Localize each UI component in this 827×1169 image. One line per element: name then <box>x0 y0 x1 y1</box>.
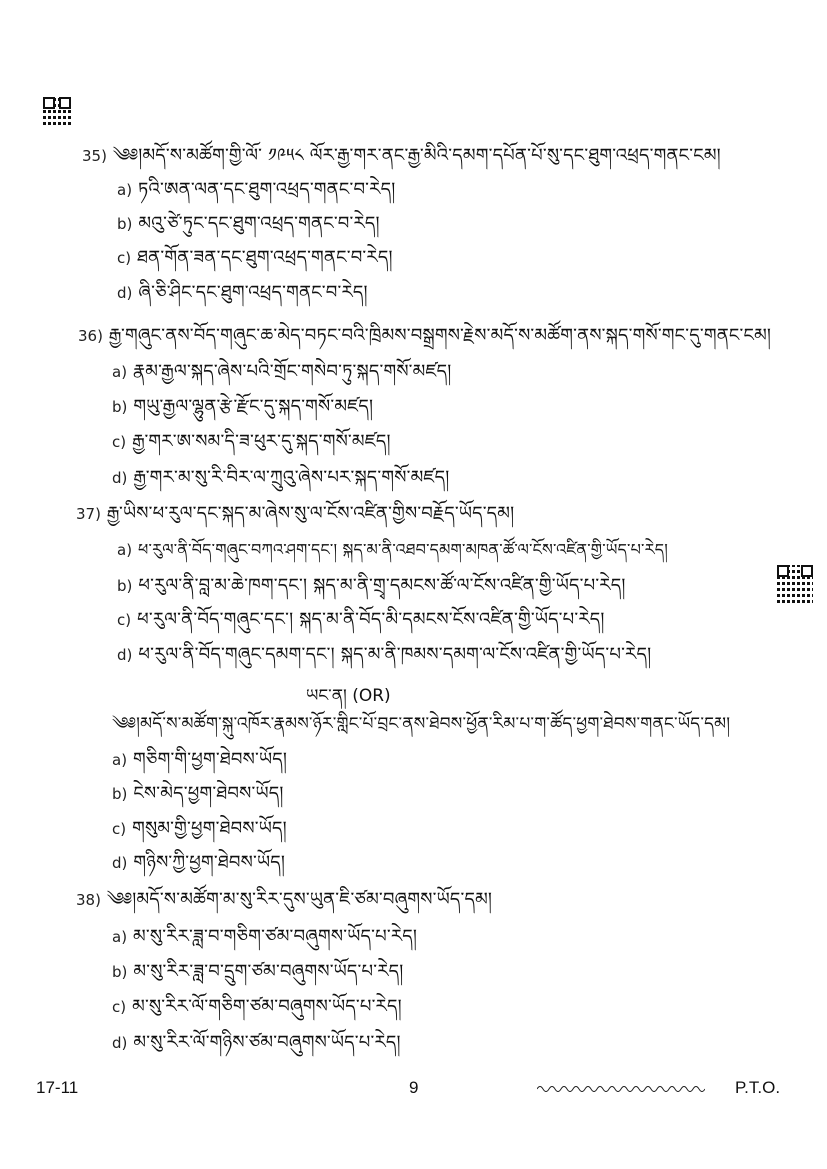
option-text: ཞི་ཅི་ཤིང་དང་ཐུག་འཕྲད་གནང་བ་རེད། <box>138 282 368 303</box>
option-label: b) <box>112 785 128 803</box>
option-b <box>112 395 373 419</box>
question-number: 36) <box>78 327 103 345</box>
question-stem: ༄༅།མདོ་ས་མཚོག་སྐུ་འཁོར་རྣམས་ཉོར་གླིང་པོ་བྲང་ནས་ཐེབས་ཕྱོན་རིམ་པ་ག་ཚོད་ཕྱག་ཐེབས་གནང་ཡོད་དམ། <box>112 714 731 734</box>
option-b <box>112 960 404 984</box>
option-a <box>112 925 417 949</box>
option-text: མའུ་ཙེ་ཏུང་དང་ཐུག་འཕྲད་གནང་བ་རེད། <box>138 213 380 234</box>
option-c <box>112 430 391 454</box>
pto-label: P.T.O. <box>735 1078 781 1097</box>
option-d <box>117 281 368 305</box>
option-label: d) <box>112 1034 128 1052</box>
option-a <box>117 538 668 562</box>
option-text: རྣམ་རྒྱལ་སྐད་ཞེས་པའི་གྲོང་གསེབ་ཏུ་སྐད་གསོ་མཛད། <box>133 361 452 382</box>
option-text: རྒྱ་གར་ཨ་སམ་དི་ཟ་ཕུར་དུ་སྐད་གསོ་མཛད། <box>132 431 391 452</box>
option-label: c) <box>112 433 127 451</box>
option-d <box>117 643 651 667</box>
option-label: b) <box>112 963 128 981</box>
question-stem: ༄༅།མདོ་ས་མཚོག་མ་སུ་རིར་དུས་ཡུན་ཇི་ཙམ་བཞུགས་ཡོད་དམ། <box>106 889 493 910</box>
option-text: ངེས་མེད་ཕྱག་ཐེབས་ཡོད། <box>133 783 284 804</box>
option-label: c) <box>112 820 127 838</box>
option-label: a) <box>112 751 128 769</box>
qr-code-icon <box>777 565 813 603</box>
option-c <box>117 246 393 270</box>
question-36 <box>78 324 771 348</box>
option-b <box>117 212 380 236</box>
option-label: b) <box>117 215 133 233</box>
alternate-question <box>112 712 730 736</box>
or-divider: ཡང་ན། (OR) <box>306 686 391 706</box>
option-label: b) <box>112 398 128 416</box>
qr-code-icon <box>43 97 71 125</box>
alt-option-a <box>112 748 287 772</box>
option-d <box>112 466 449 490</box>
question-number: 35) <box>82 147 107 165</box>
option-d <box>112 1031 401 1055</box>
alt-option-c <box>112 817 287 841</box>
question-37 <box>76 502 514 526</box>
option-c <box>112 995 402 1019</box>
question-35 <box>82 144 721 168</box>
paper-code: 17-11 <box>36 1078 79 1097</box>
option-b <box>117 574 626 598</box>
wavy-line-icon <box>537 1084 705 1094</box>
question-stem: རྒྱ་གཞུང་ནས་བོད་གཞུང་ཆ་མེད་བཏང་བའི་ཁྲིམས་བསྒྲགས་རྗེས་མདོ་ས་མཚོག་ནས་སྐད་གསོ་གང་དུ་གནང་ངམ། <box>108 325 772 346</box>
option-text: ཕ་རུལ་ནི་བླ་མ་ཆེ་ཁག་དང་། སྐད་མ་ནི་གྲྭ་དམངས་ཚོ་ལ་ངོས་འཛིན་གྱི་ཡོད་པ་རེད། <box>138 575 626 596</box>
option-label: d) <box>112 854 128 872</box>
option-text: གཅིག་གི་ཕྱག་ཐེབས་ཡོད། <box>133 749 288 770</box>
option-text: མ་སུ་རིར་ཟླ་བ་དྲུག་ཙམ་བཞུགས་ཡོད་པ་རེད། <box>133 961 404 982</box>
question-38 <box>76 888 492 912</box>
option-text: ཕ་རུལ་ནི་བོད་གཞུང་བཀའ་ཤག་དང་། སྐད་མ་ནི་འཐབ་དམག་མཁན་ཚོ་ལ་ངོས་འཛིན་གྱི་ཡོད་པ་རེད། <box>138 540 668 559</box>
question-number: 38) <box>76 891 101 909</box>
option-text: གཡུ་རྒྱལ་ལྷུན་རྩེ་རྫོང་དུ་སྐད་གསོ་མཛད། <box>133 396 374 417</box>
option-label: a) <box>117 541 133 559</box>
option-text: ཕ་རུལ་ནི་བོད་གཞུང་དམག་དང་། སྐད་མ་ནི་ཁམས་དམག་ལ་ངོས་འཛིན་གྱི་ཡོད་པ་རེད། <box>138 644 652 665</box>
option-a <box>112 360 452 384</box>
option-label: a) <box>112 928 128 946</box>
question-stem: རྒྱ་ཡིས་ཕ་རུལ་དང་སྐད་མ་ཞེས་སུ་ལ་ངོས་འཛིན་གྱིས་བརྗོད་ཡོད་དམ། <box>106 503 515 524</box>
option-text: གཉིས་ཀྱི་ཕྱག་ཐེབས་ཡོད། <box>133 852 286 873</box>
option-label: a) <box>117 181 133 199</box>
option-label: b) <box>117 577 133 595</box>
option-text: མ་སུ་རིར་ལོ་གཅིག་ཙམ་བཞུགས་ཡོད་པ་རེད། <box>132 996 402 1017</box>
option-c <box>117 608 605 632</box>
option-label: c) <box>117 249 132 267</box>
option-label: c) <box>117 611 132 629</box>
question-stem: ༄༅།མདོ་ས་མཚོག་གྱི་ལོ་ ༡༩༥༨ ལོར་རྒྱ་གར་ནང་རྒྱ་མིའི་དམག་དཔོན་པོ་སུ་དང་ཐུག་འཕྲད་གནང་ངམ། <box>112 145 721 166</box>
option-text: ཕ་རུལ་ནི་བོད་གཞུང་དང་། སྐད་མ་ནི་བོད་མི་དམངས་ངོས་འཛིན་གྱི་ཡོད་པ་རེད། <box>137 609 605 630</box>
option-label: a) <box>112 363 128 381</box>
option-a <box>117 178 395 202</box>
option-text: མ་སུ་རིར་ཟླ་བ་གཅིག་ཙམ་བཞུགས་ཡོད་པ་རེད། <box>133 926 418 947</box>
option-text: ཐན་གོན་ཟན་དང་ཐུག་འཕྲད་གནང་བ་རེད། <box>137 247 393 268</box>
alt-option-d <box>112 851 285 875</box>
page-number: 9 <box>409 1078 419 1097</box>
alt-option-b <box>112 782 284 806</box>
option-text: རྒྱ་གར་མ་སུ་རི་བིར་ལ་ཀྲུའུ་ཞེས་པར་སྐད་གསོ་མཛད། <box>133 467 450 488</box>
option-label: d) <box>112 469 128 487</box>
option-text: མ་སུ་རིར་ལོ་གཉིས་ཙམ་བཞུགས་ཡོད་པ་རེད། <box>133 1032 401 1053</box>
question-number: 37) <box>76 505 101 523</box>
option-text: ཏའི་ཨན་ལན་དང་ཐུག་འཕྲད་གནང་བ་རེད། <box>138 179 396 200</box>
option-label: d) <box>117 284 133 302</box>
option-text: གསུམ་གྱི་ཕྱག་ཐེབས་ཡོད། <box>132 818 287 839</box>
option-label: d) <box>117 646 133 664</box>
option-label: c) <box>112 998 127 1016</box>
